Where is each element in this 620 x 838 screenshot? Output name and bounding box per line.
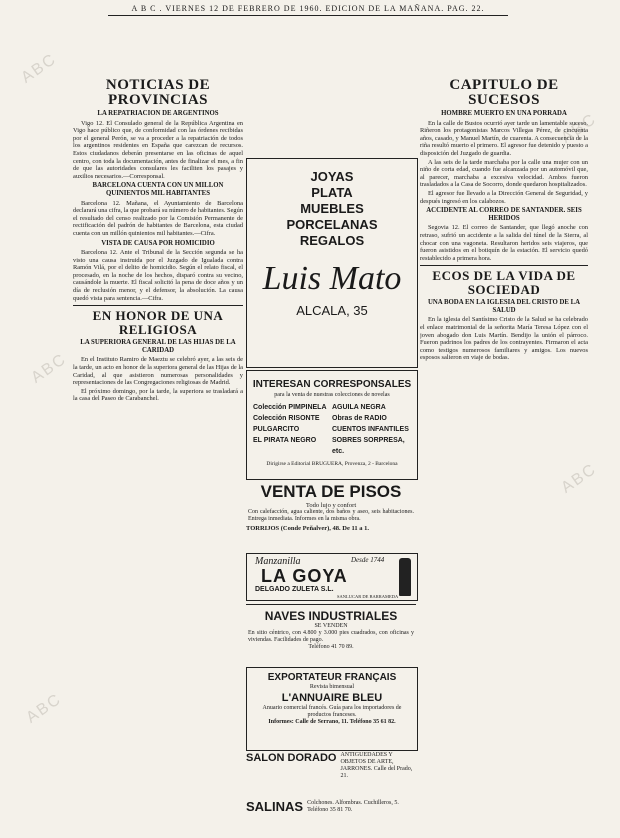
ad-city: SANLUCAR DE BARRAMEDA <box>337 594 399 599</box>
article-text: A las seis de la tarde marchaba por la calle una mujer con un niño de corta edad, cuando fue alcanzada por un automóvil que, al parecer, marchaba a excesiva velocidad. Ambos fueron trasladados a la Casa de Socorro, donde quedaron hospitalizados. <box>420 158 588 189</box>
ad-subtitle: Revista bimensual <box>309 684 355 690</box>
section-title: EN HONOR DE UNA RELIGIOSA <box>92 308 224 338</box>
ad-salinas <box>246 800 416 834</box>
ad-title: SALON DORADO <box>246 752 337 764</box>
ad-address: ALCALA, 35 <box>296 303 368 318</box>
ad-naves <box>246 604 416 665</box>
ad-title: INTERESAN CORRESPONSALES <box>252 379 412 390</box>
article-text: En la calle de Bustos ocurrió ayer tarde un lamentable suceso. Riñeron los protagonistas Marcos Villegas Pérez, de cincuenta años, casado, y Manuel Martín, de cuarenta. A consecuencia de la riña resultó muerto el primero. El agresor fue detenido y puesto a disposición del Juzgado de guardia. <box>420 119 588 157</box>
ad-subtitle: para la venta de nuestras colecciones de novelas <box>274 392 390 398</box>
ad-name: LA GOYA <box>261 566 348 586</box>
ad-corresponsales <box>246 370 418 480</box>
watermark: ABC <box>558 460 600 497</box>
ad-item: Colección PIMPINELA <box>253 404 327 411</box>
section-title: CAPITULO DE SUCESOS <box>449 78 559 108</box>
ad-salon-dorado <box>246 752 416 798</box>
ad-footer: Teléfono 41 70 89. <box>308 644 354 650</box>
ad-item: Obras de RADIO <box>332 415 387 422</box>
watermark: ABC <box>23 690 65 727</box>
ad-item: AGUILA NEGRA <box>332 404 386 411</box>
ad-line: REGALOS <box>299 233 365 248</box>
ad-line: PORCELANAS <box>286 217 378 232</box>
column-left <box>73 78 243 836</box>
ad-title: SALINAS <box>246 799 304 814</box>
section-title: ECOS DE LA VIDA DE SOCIEDAD <box>432 268 576 298</box>
watermark: ABC <box>18 50 60 87</box>
ad-footer: Dirigirse a Editorial BRUGUERA, Provenza, 2 - Barcelona <box>266 461 398 467</box>
ad-exportateur <box>246 667 418 751</box>
article-headline: ACCIDENTE AL CORREO DE SANTANDER. SEIS HERIDOS <box>426 207 582 222</box>
ad-brand: Manzanilla <box>255 556 301 567</box>
article-headline: LA REPATRIACION DE ARGENTINOS <box>97 110 219 117</box>
article-headline: UNA BODA EN LA IGLESIA DEL CRISTO DE LA SALUD <box>427 299 581 314</box>
ad-pisos <box>246 482 416 550</box>
ad-title: EXPORTATEUR FRANÇAIS <box>267 672 397 683</box>
ad-line: MUEBLES <box>300 201 364 216</box>
ad-title: VENTA DE PISOS <box>260 482 402 501</box>
article-text: Segovia 12. El correo de Santander, que llegó anoche con retraso, sufrió un accidente a la salida del túnel de la Sierra, al chocar con una vagoneta. Resultaron heridos seis viajeros, que fueron asistidos en el botiquín de la estación. El servicio quedó restablecido a primera hora. <box>420 224 588 262</box>
ad-body: Colchones. Alfombras. Cuchilleros, 5. Teléfono 35 81 70. <box>307 800 399 813</box>
article-headline: VISTA DE CAUSA POR HOMICIDIO <box>101 239 215 247</box>
ad-body: ANTIGUEDADES Y OBJETOS DE ARTE, JARRONES. Calle del Prado, 21. <box>340 752 413 779</box>
ad-body: Con calefacción, agua caliente, dos baños y aseo, seis habitaciones. Entrega inmediata. Informes en la misma obra. <box>248 509 414 522</box>
section-title: NOTICIAS DE PROVINCIAS <box>105 78 211 108</box>
column-right <box>420 78 588 836</box>
watermark: ABC <box>558 110 600 147</box>
article-text: Barcelona 12. Ante el Tribunal de la Sección segunda se ha visto una causa instruida por el Juzgado de Igualada contra Ramón Vilá, por el delito de homicidio. Según el relato fiscal, el procesado, en la noche de los hechos, disparó contra su vecino, causándole la muerte. El fiscal solicitó la pena de doce años y un día de reclusión menor, y el defensor, la absolución. La causa quedó vista para sentencia.—Cifra. <box>73 249 243 302</box>
bottle-icon <box>399 558 411 596</box>
article-text: El agresor fue llevado a la Dirección General de Seguridad, y después ingresó en los calabozos. <box>420 189 588 205</box>
ad-item: CUENTOS INFANTILES <box>332 426 409 433</box>
ad-subtitle: SE VENDEN <box>314 623 348 629</box>
ad-item: Colección RISONTE <box>253 415 320 422</box>
ad-body: Anuario comercial francés. Guía para los importadores de productos franceses. <box>262 705 402 718</box>
article-headline: BARCELONA CUENTA CON UN MILLON QUINIENTOS MIL HABITANTES <box>92 182 224 197</box>
ad-brand: Luis Mato <box>262 260 402 297</box>
ad-body: En sitio céntrico, con 4.800 y 3.000 pies cuadrados, con oficinas y viviendas. Facilidades de pago. <box>248 630 414 643</box>
article-text: Barcelona 12. Mañana, el Ayuntamiento de Barcelona declarará una cifra, la que probará su número de habitantes. Según el resultado del censo realizado por la Comisión Permanente de rectificación del padrón de habitantes de Barcelona, esta ciudad cuenta con un millón quinientos mil habitantes.—Cifra. <box>73 199 243 237</box>
ad-maker: DELGADO ZULETA S.L. <box>255 586 334 593</box>
ad-luis-mato <box>246 158 418 368</box>
ad-footer: Informes: Calle de Serrano, 11. Teléfono 35 61 82. <box>268 719 396 725</box>
article-text: En el Instituto Ramiro de Maeztu se celebró ayer, a las seis de la tarde, un acto en honor de la superiora general de las Hijas de la Caridad, al que asistieron numerosas personalidades y representaciones de las Congregaciones religiosas de Madrid. <box>73 356 243 387</box>
ad-name: L'ANNUAIRE BLEU <box>281 692 383 704</box>
ad-item: SOBRES SORPRESA, etc. <box>332 437 405 455</box>
ad-line: JOYAS <box>310 169 354 184</box>
page-header: A B C . VIERNES 12 DE FEBRERO DE 1960. EDICION DE LA MAÑANA. PAG. 22. <box>108 4 508 16</box>
ad-la-goya <box>246 553 418 601</box>
ad-line: PLATA <box>311 185 353 200</box>
ad-subtitle: Todo lujo y confort <box>305 502 357 509</box>
article-text: En la iglesia del Santísimo Cristo de la Salud se ha celebrado el enlace matrimonial de la señorita María Teresa López con el joven abogado don Luis Martín. Bendijo la unión el párroco. Fueron padrinos los padres de los contrayentes. Firmaron el acta como testigos numerosos familiares y amigos. Los nuevos esposos salieron en viaje de bodas. <box>420 316 588 362</box>
ad-item: EL PIRATA NEGRO <box>253 437 317 444</box>
ad-title: NAVES INDUSTRIALES <box>264 609 398 623</box>
ad-footer: TORRIJOS (Conde Peñalver), 48. De 11 a 1. <box>246 525 370 532</box>
ad-since: Desde 1744 <box>351 556 385 564</box>
article-headline: LA SUPERIORA GENERAL DE LAS HIJAS DE LA CARIDAD <box>80 339 236 354</box>
article-text: El próximo domingo, por la tarde, la superiora se trasladará a la casa del Paseo de Carabanchel. <box>73 387 243 403</box>
article-text: Vigo 12. El Consulado general de la República Argentina en Vigo hace público que, de conformidad con las órdenes recibidas por el general Perón, se va a proceder a la repatriación de todos los argentinos residentes en España que carezcan de recursos. Estos ciudadanos deberán presentarse en las oficinas de aquel centro, con toda la documentación, antes de finalizar el mes, a fin de que las autoridades consulares les faciliten los pasajes y auxilios necesarios.—Corresponsal. <box>73 119 243 180</box>
watermark: ABC <box>28 350 70 387</box>
article-headline: HOMBRE MUERTO EN UNA PORRADA <box>441 110 567 117</box>
ad-item: PULGARCITO <box>253 426 300 433</box>
